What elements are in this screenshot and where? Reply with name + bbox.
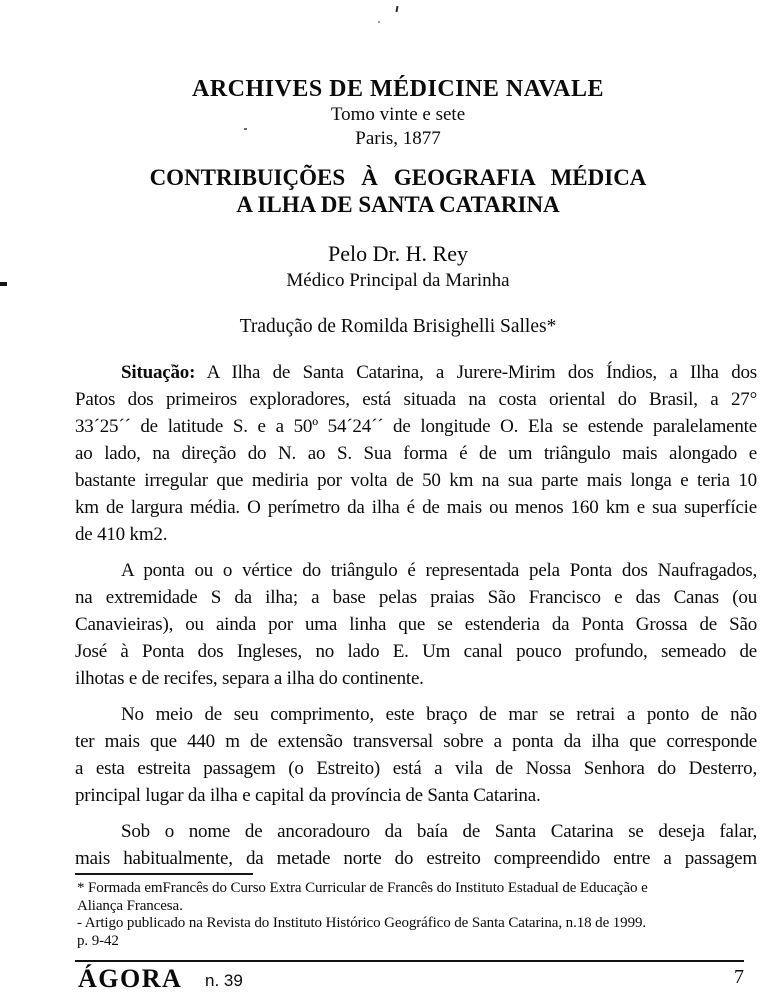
article-title — [62, 164, 734, 218]
translation-credit-line: Tradução de Romilda Brisighelli Salles* — [239, 316, 557, 337]
body-line: ilhotas e de recifes, separa a ilha do continente. — [75, 668, 424, 689]
body-line: de 410 km2. — [75, 524, 168, 545]
body-line: mais habitualmente, da metade norte do estreito compreendido entre a passagem — [75, 848, 757, 869]
journal-title: ARCHIVES DE MÉDICINE NAVALE — [191, 76, 605, 102]
author-line: Pelo Dr. H. Rey — [328, 241, 468, 266]
body-line: No meio de seu comprimento, este braço de mar se retrai a ponto de não — [121, 704, 757, 725]
footnote-line: - Artigo publicado na Revista do Instituto Histórico Geográfico de Santa Catarina, n.18 de 1999. — [77, 915, 647, 931]
footnote-line: p. 9-42 — [77, 932, 119, 949]
body-line: Canavieiras), ou ainda por uma linha que se estenderia da Ponta Grossa de São — [75, 614, 757, 635]
scan-speck — [395, 6, 398, 12]
body-line: A ponta ou o vértice do triângulo é representada pela Ponta dos Naufragados, — [121, 560, 757, 581]
footnote-separator-rule — [75, 873, 253, 875]
footnote-block — [77, 880, 755, 950]
body-line: km de largura média. O perímetro da ilha é de mais ou menos 160 km e sua superfície — [75, 497, 757, 518]
author-role-line: Médico Principal da Marinha — [286, 270, 510, 291]
paragraph-lead-word: Situação: — [121, 362, 196, 383]
body-line: a esta estreita passagem (o Estreito) está a vila de Nossa Senhora do Desterro, — [75, 758, 757, 779]
body-line: ter mais que 440 m de extensão transversal sobre a ponta da ilha que corresponde — [75, 731, 757, 752]
body-line: 33´25´´ de latitude S. e a 50º 54´24´´ de longitude O. Ela se estende paralelamente — [75, 416, 757, 437]
footer-page-number: 7 — [734, 966, 744, 988]
body-line: José à Ponta dos Ingleses, no lado E. Um canal pouco profundo, semeado de — [75, 641, 757, 662]
footnote-line: * Formada emFrancês do Curso Extra Curricular de Francês do Instituto Estadual de Educação e — [77, 880, 648, 896]
body-line: Patos dos primeiros exploradores, está situada na costa oriental do Brasil, a 27° — [75, 389, 757, 410]
footer-rule — [75, 960, 744, 962]
place-year-line: Paris, 1877 — [355, 128, 441, 149]
scan-edge-mark — [0, 282, 7, 286]
article-title-line2: A ILHA DE SANTA CATARINA — [236, 192, 560, 217]
paragraph-ancoradouro — [75, 818, 757, 872]
article-title-line1: CONTRIBUIÇÕES À GEOGRAFIA MÉDICA — [149, 165, 647, 190]
body-line-text: A Ilha de Santa Catarina, a Jurere-Mirim dos Índios, a Ilha dos — [195, 362, 757, 383]
footer-issue-number: n. 39 — [205, 971, 243, 990]
body-line: Sob o nome de ancoradouro da baía de Santa Catarina se deseja falar, — [121, 821, 757, 842]
body-line: principal lugar da ilha e capital da província de Santa Catarina. — [75, 785, 541, 806]
paragraph-ponta — [75, 557, 757, 692]
footer-journal-name: ÁGORA — [78, 964, 183, 993]
article-body — [75, 359, 757, 881]
body-line: bastante irregular que mediria por volta de 50 km na sua parte mais longa e teria 10 — [75, 470, 757, 491]
paragraph-estreito — [75, 701, 757, 809]
body-line: ao lado, na direção do N. ao S. Sua forma é de um triângulo mais alongado e — [75, 443, 757, 464]
footnote-line: Aliança Francesa. — [77, 897, 183, 914]
body-line: na extremidade S da ilha; a base pelas praias São Francisco e das Canas (ou — [75, 587, 757, 608]
body-line — [75, 359, 757, 386]
paragraph-situacao — [75, 359, 757, 548]
volume-line: Tomo vinte e sete — [330, 104, 466, 125]
scan-speck — [378, 21, 380, 23]
